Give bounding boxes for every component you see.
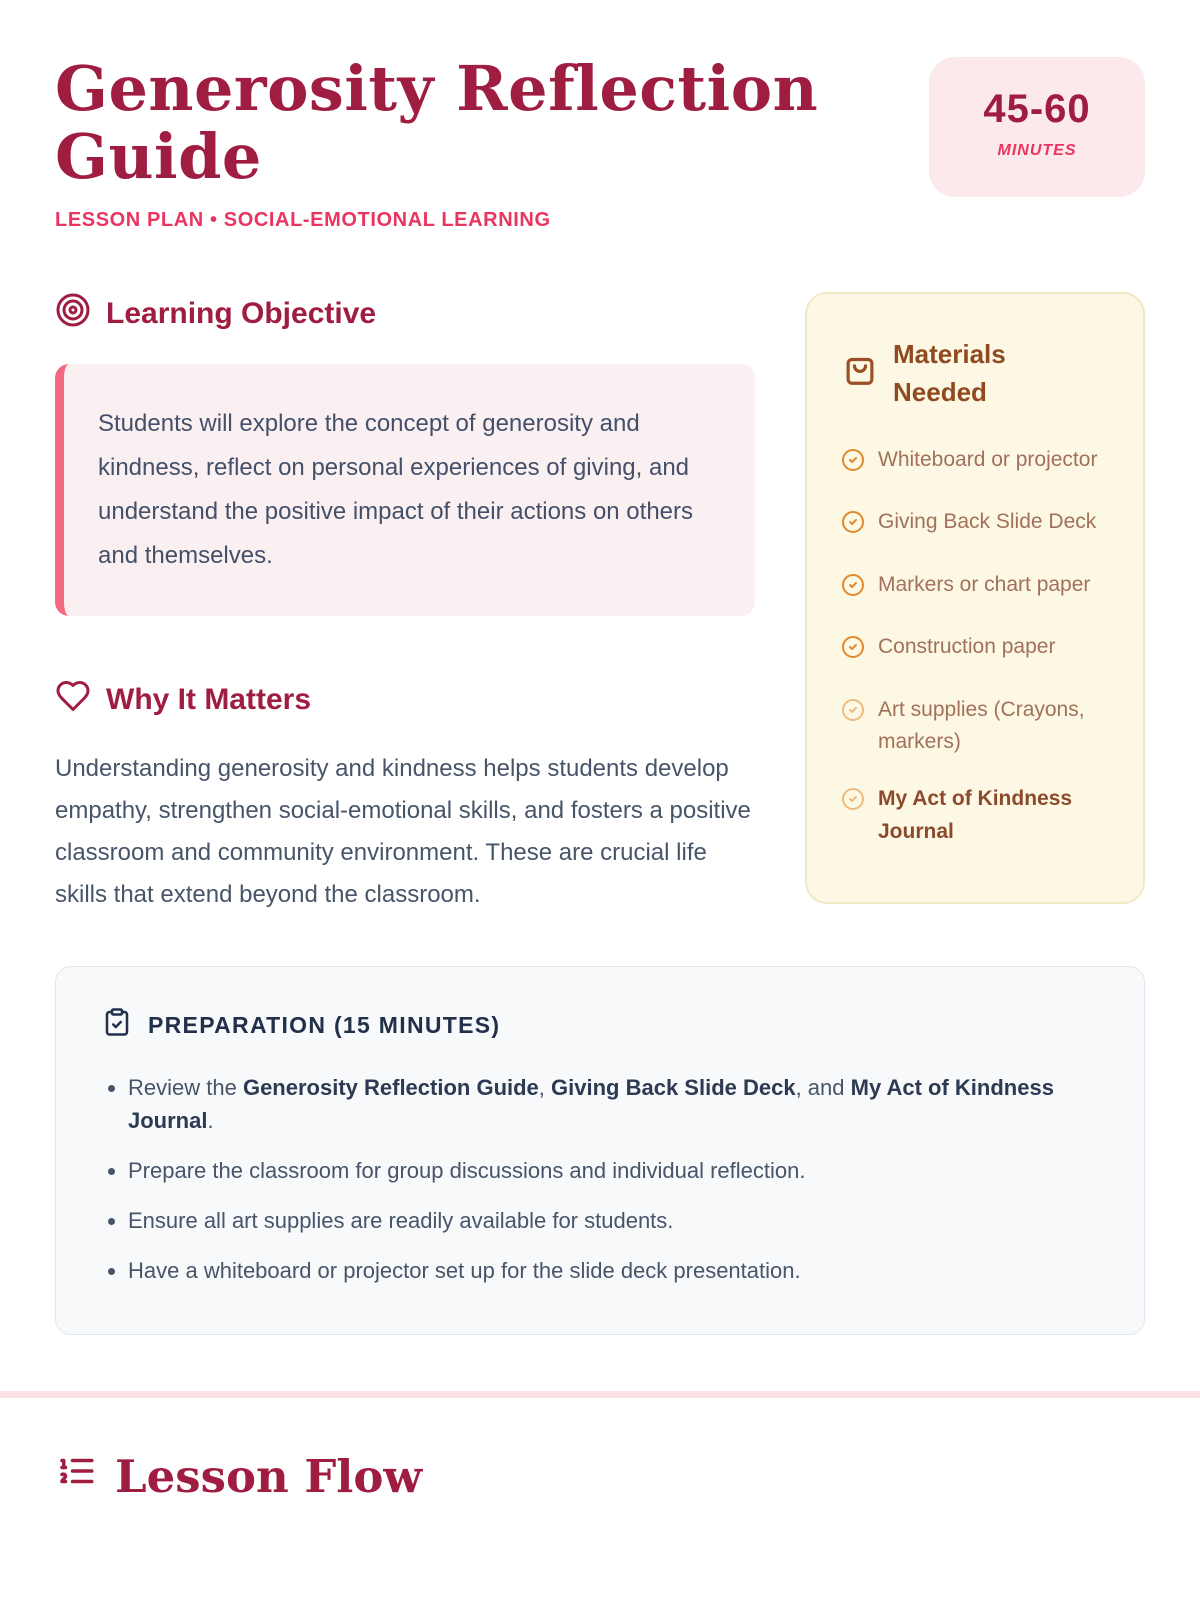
materials-list: [841, 444, 1113, 848]
circle-check-icon: [841, 631, 865, 670]
materials-list-item: [841, 506, 1113, 545]
learning-objective-heading: [55, 292, 755, 336]
learning-objective-box: [55, 364, 755, 616]
ordered-list-icon: [55, 1450, 97, 1503]
page-subtitle: LESSON PLAN • SOCIAL-EMOTIONAL LEARNING: [55, 209, 551, 232]
why-it-matters-heading-label: Why It Matters: [106, 683, 312, 716]
main-content: [55, 292, 1145, 916]
materials-list-item: [841, 783, 1113, 848]
circle-check-icon: [841, 569, 865, 608]
shopping-bag-icon: [841, 350, 879, 399]
learning-objective-heading-label: Learning Objective: [106, 297, 377, 331]
left-column: [55, 292, 755, 916]
materials-list-item: [841, 444, 1113, 483]
duration-range: 45-60: [983, 87, 1091, 131]
preparation-item-text: Have a whiteboard or projector set up for the slide deck presentation.: [128, 1258, 801, 1283]
preparation-list-item: [128, 1154, 1098, 1187]
preparation-card: [55, 966, 1145, 1335]
page-title: Generosity Reflection Guide: [55, 52, 819, 194]
target-icon: [55, 292, 91, 336]
materials-item-label: Markers or chart paper: [878, 572, 1091, 596]
learning-objective-text: Students will explore the concept of generosity and kindness, reflect on personal experiences of giving, and understand the positive impact of their actions on others and themselves.: [98, 410, 694, 570]
circle-check-icon: [841, 444, 865, 483]
lesson-flow-heading-label: Lesson Flow: [115, 1450, 423, 1503]
materials-heading: [841, 336, 1113, 411]
materials-item-label: Whiteboard or projector: [878, 447, 1098, 471]
preparation-list: [102, 1071, 1098, 1287]
why-it-matters-text: Understanding generosity and kindness helps students develop empathy, strengthen social-emotional skills, and fosters a positive classroom and community environment. These are crucial life skills that extend beyond the classroom.: [55, 755, 751, 908]
preparation-item-text: Prepare the classroom for group discussions and individual reflection.: [128, 1158, 806, 1183]
heart-icon: [55, 678, 91, 722]
circle-check-icon: [841, 694, 865, 733]
circle-check-icon: [841, 506, 865, 545]
preparation-list-item: [128, 1071, 1098, 1137]
preparation-list-item: [128, 1254, 1098, 1287]
preparation-item-text: Review the Generosity Reflection Guide, Giving Back Slide Deck, and My Act of Kindness Journal.: [128, 1075, 1054, 1133]
section-divider: [0, 1391, 1200, 1398]
preparation-list-item: [128, 1204, 1098, 1237]
why-it-matters-heading: [55, 678, 755, 722]
materials-item-label: My Act of Kindness Journal: [878, 787, 1073, 843]
materials-item-label: Construction paper: [878, 635, 1056, 659]
materials-item-label: Giving Back Slide Deck: [878, 510, 1097, 534]
duration-badge: [929, 57, 1145, 197]
header: [55, 52, 1145, 232]
title-block: [55, 52, 925, 232]
preparation-heading: [102, 1007, 1098, 1043]
materials-list-item: [841, 631, 1113, 670]
materials-heading-label: Materials Needed: [893, 339, 1006, 408]
materials-list-item: [841, 569, 1113, 608]
duration-unit: MINUTES: [997, 142, 1077, 159]
materials-list-item: [841, 694, 1113, 759]
preparation-heading-label: PREPARATION (15 MINUTES): [148, 1011, 501, 1038]
clipboard-check-icon: [102, 1007, 132, 1043]
lesson-flow-heading: [55, 1450, 1145, 1503]
preparation-item-text: Ensure all art supplies are readily available for students.: [128, 1208, 674, 1233]
materials-item-label: Art supplies (Crayons, markers): [878, 697, 1085, 754]
circle-check-icon: [841, 783, 865, 822]
materials-card: [805, 292, 1145, 904]
